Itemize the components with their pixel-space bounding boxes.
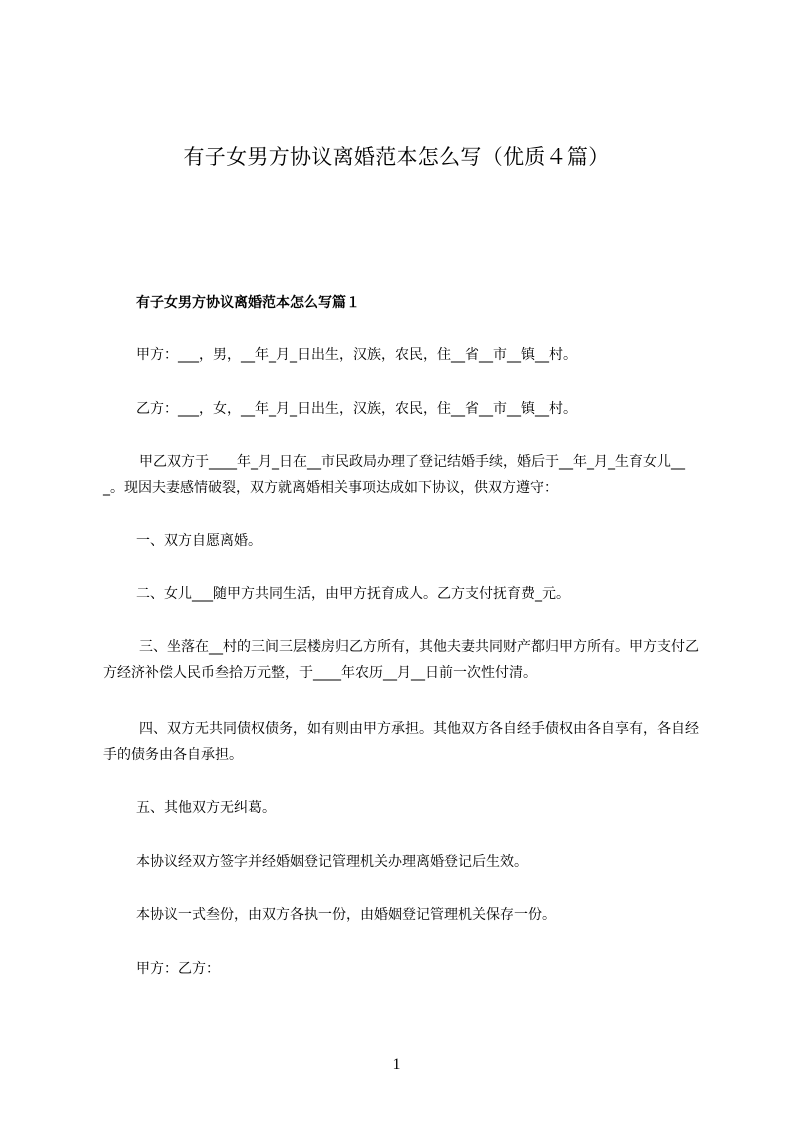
clause-four: 四、双方无共同债权债务，如有则由甲方承担。其他双方各自经手债权由各自享有，各自经手的债务由各自承担。 — [103, 721, 699, 763]
clause-two: 二、女儿___随甲方共同生活，由甲方抚育成人。乙方支付抚育费_元。 — [136, 586, 570, 602]
copies-clause: 本协议一式叁份，由双方各执一份，由婚姻登记管理机关保存一份。 — [136, 907, 556, 923]
clause-three: 三、坐落在__村的三间三层楼房归乙方所有，其他夫妻共同财产都归甲方所有。甲方支付乙方经济补偿人民币叁拾万元整，于____年农历__月__日前一次性付清。 — [103, 639, 699, 681]
party-a-paragraph: 甲方：___，男，__年_月_日出生，汉族，农民，住__省__市__镇__村。 — [136, 347, 577, 363]
intro-paragraph: 甲乙双方于____年_月_日在__市民政局办理了登记结婚手续，婚后于__年_月_生育女儿___。现因夫妻感情破裂，双方就离婚相关事项达成如下协议，供双方遵守： — [103, 454, 685, 496]
page-number: 1 — [392, 1056, 401, 1073]
document-title: 有子女男方协议离婚范本怎么写（优质４篇） — [183, 145, 610, 169]
effect-clause: 本协议经双方签字并经婚姻登记管理机关办理离婚登记后生效。 — [136, 854, 528, 870]
clause-one: 一、双方自愿离婚。 — [136, 533, 262, 549]
clause-five: 五、其他双方无纠葛。 — [136, 800, 276, 816]
section-heading: 有子女男方协议离婚范本怎么写篇１ — [136, 295, 360, 311]
signature-line: 甲方：乙方： — [136, 961, 220, 977]
party-b-paragraph: 乙方：___，女，__年_月_日出生，汉族，农民，住__省__市__镇__村。 — [136, 401, 577, 417]
